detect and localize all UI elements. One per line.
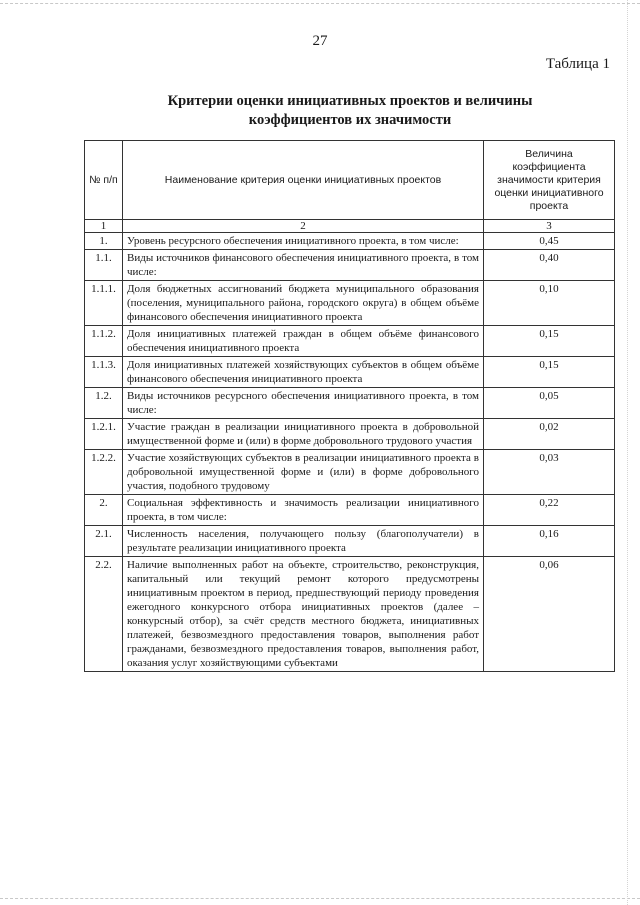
column-number: 3 — [484, 220, 615, 233]
criterion-name: Участие граждан в реализации инициативного проекта в добровольной имущественной форме и (или) в форме добровольного трудового участия — [123, 419, 484, 450]
page-number: 27 — [312, 33, 328, 49]
table-row — [85, 419, 615, 450]
row-number: 1.1.1. — [85, 281, 123, 326]
table-row — [85, 495, 615, 526]
coefficient-value: 0,15 — [484, 326, 615, 357]
coefficient-value: 0,03 — [484, 450, 615, 495]
coefficient-value: 0,40 — [484, 250, 615, 281]
table-row — [85, 450, 615, 495]
criterion-name: Доля бюджетных ассигнований бюджета муниципального образования (поселения, муниципального района, городского округа) в общем объёме финансового обеспечения инициативного проекта — [123, 281, 484, 326]
column-number-row — [85, 220, 615, 233]
coefficient-value: 0,02 — [484, 419, 615, 450]
criterion-name: Доля инициативных платежей граждан в общем объёме финансового обеспечения инициативного проекта — [123, 326, 484, 357]
criterion-name: Численность населения, получающего пользу (благополучатели) в результате реализации инициативного проекта — [123, 526, 484, 557]
criterion-name: Виды источников ресурсного обеспечения инициативного проекта, в том числе: — [123, 388, 484, 419]
criteria-table — [84, 140, 615, 672]
row-number: 2.1. — [85, 526, 123, 557]
header-coefficient: Величина коэффициента значимости критерия оценки инициативного проекта — [484, 141, 615, 220]
table-row — [85, 233, 615, 250]
criterion-name: Виды источников финансового обеспечения инициативного проекта, в том числе: — [123, 250, 484, 281]
header-criterion-name: Наименование критерия оценки инициативных проектов — [123, 141, 484, 220]
criterion-name: Уровень ресурсного обеспечения инициативного проекта, в том числе: — [123, 233, 484, 250]
criterion-name: Доля инициативных платежей хозяйствующих субъектов в общем объёме финансового обеспечения инициативного проекта — [123, 357, 484, 388]
table-row — [85, 388, 615, 419]
scan-edge-right — [627, 0, 628, 905]
row-number: 1. — [85, 233, 123, 250]
document-title: Критерии оценки инициативных проектов и величины коэффициентов их значимости — [167, 93, 533, 128]
criterion-name: Социальная эффективность и значимость реализации инициативного проекта, в том числе: — [123, 495, 484, 526]
criterion-name: Наличие выполненных работ на объекте, строительство, реконструкция, капитальный или текущий ремонт которого предусмотрены инициативным проектом в период, предшествующий периоду проведения ежегодного конкурсного отбора инициативных проектов (далее – конкурсный отбор), за счёт средств местного бюджета, инициативных платежей, безвозмездного предоставления товаров, выполнения работ гражданами, безвозмездного предоставления товаров, выполнения работ, оказания услуг хозяйствующими субъектами — [123, 557, 484, 672]
table-row — [85, 557, 615, 672]
coefficient-value: 0,45 — [484, 233, 615, 250]
table-row — [85, 250, 615, 281]
header-number: № п/п — [85, 141, 123, 220]
row-number: 1.1.2. — [85, 326, 123, 357]
coefficient-value: 0,22 — [484, 495, 615, 526]
column-number: 2 — [123, 220, 484, 233]
coefficient-value: 0,10 — [484, 281, 615, 326]
row-number: 1.1.3. — [85, 357, 123, 388]
coefficient-value: 0,05 — [484, 388, 615, 419]
criterion-name: Участие хозяйствующих субъектов в реализации инициативного проекта в добровольной имущественной форме и (или) в форме добровольного участия, подобного трудовому — [123, 450, 484, 495]
row-number: 1.2.1. — [85, 419, 123, 450]
scan-edge-bottom — [0, 898, 640, 899]
table-row — [85, 357, 615, 388]
row-number: 1.2.2. — [85, 450, 123, 495]
coefficient-value: 0,06 — [484, 557, 615, 672]
row-number: 1.1. — [85, 250, 123, 281]
row-number: 2.2. — [85, 557, 123, 672]
table-row — [85, 326, 615, 357]
coefficient-value: 0,16 — [484, 526, 615, 557]
table-header-row — [85, 141, 615, 220]
coefficient-value: 0,15 — [484, 357, 615, 388]
row-number: 2. — [85, 495, 123, 526]
scan-edge-top — [0, 3, 640, 4]
table-row — [85, 526, 615, 557]
table-label: Таблица 1 — [545, 56, 610, 72]
row-number: 1.2. — [85, 388, 123, 419]
table-row — [85, 281, 615, 326]
column-number: 1 — [85, 220, 123, 233]
